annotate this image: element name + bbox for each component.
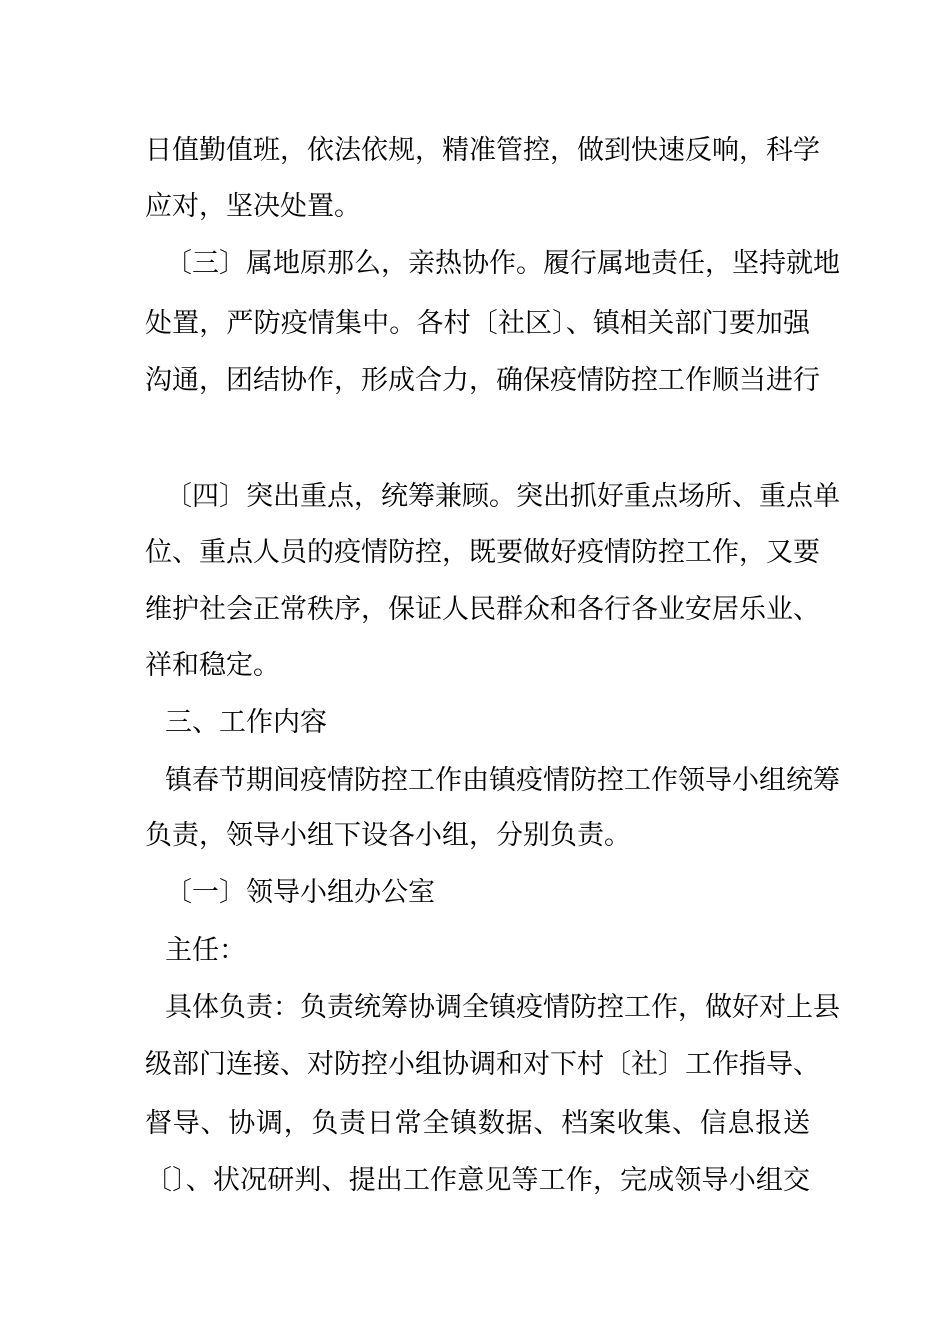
section-heading: 三、工作内容 <box>165 707 327 738</box>
paragraph-line: 级部门连接、对防控小组协调和对下村〔社〕工作指导、 <box>145 1049 820 1080</box>
paragraph-line: 祥和稳定。 <box>145 650 280 681</box>
paragraph-line: 主任： <box>165 935 246 966</box>
paragraph-line: 〔四〕突出重点，统筹兼顾。突出抓好重点场所、重点单 <box>165 481 840 512</box>
paragraph-line: 镇春节期间疫情防控工作由镇疫情防控工作领导小组统筹 <box>165 765 840 796</box>
paragraph-line: 具体负责：负责统筹协调全镇疫情防控工作，做好对上县 <box>165 992 840 1023</box>
paragraph-line: 位、重点人员的疫情防控，既要做好疫情防控工作，又要 <box>145 537 820 568</box>
paragraph-line: 日值勤值班，依法依规，精准管控，做到快速反响，科学 <box>145 135 820 166</box>
paragraph-line: 〔三〕属地原那么，亲热协作。履行属地责任，坚持就地 <box>165 248 840 279</box>
paragraph-line: 〔〕、状况研判、提出工作意见等工作，完成领导小组交 <box>145 1165 810 1196</box>
paragraph-line: 督导、协调，负责日常全镇数据、档案收集、信息报送 <box>145 1108 810 1139</box>
subsection-heading: 〔一〕领导小组办公室 <box>165 877 435 908</box>
paragraph-line: 应对，坚决处置。 <box>145 191 361 222</box>
paragraph-line: 沟通，团结协作，形成合力，确保疫情防控工作顺当进行 <box>145 365 820 396</box>
paragraph-line: 处置，严防疫情集中。各村〔社区〕、镇相关部门要加强 <box>145 308 810 339</box>
paragraph-line: 维护社会正常秩序，保证人民群众和各行各业安居乐业、 <box>145 594 820 625</box>
paragraph-line: 负责，领导小组下设各小组，分别负责。 <box>145 820 631 851</box>
